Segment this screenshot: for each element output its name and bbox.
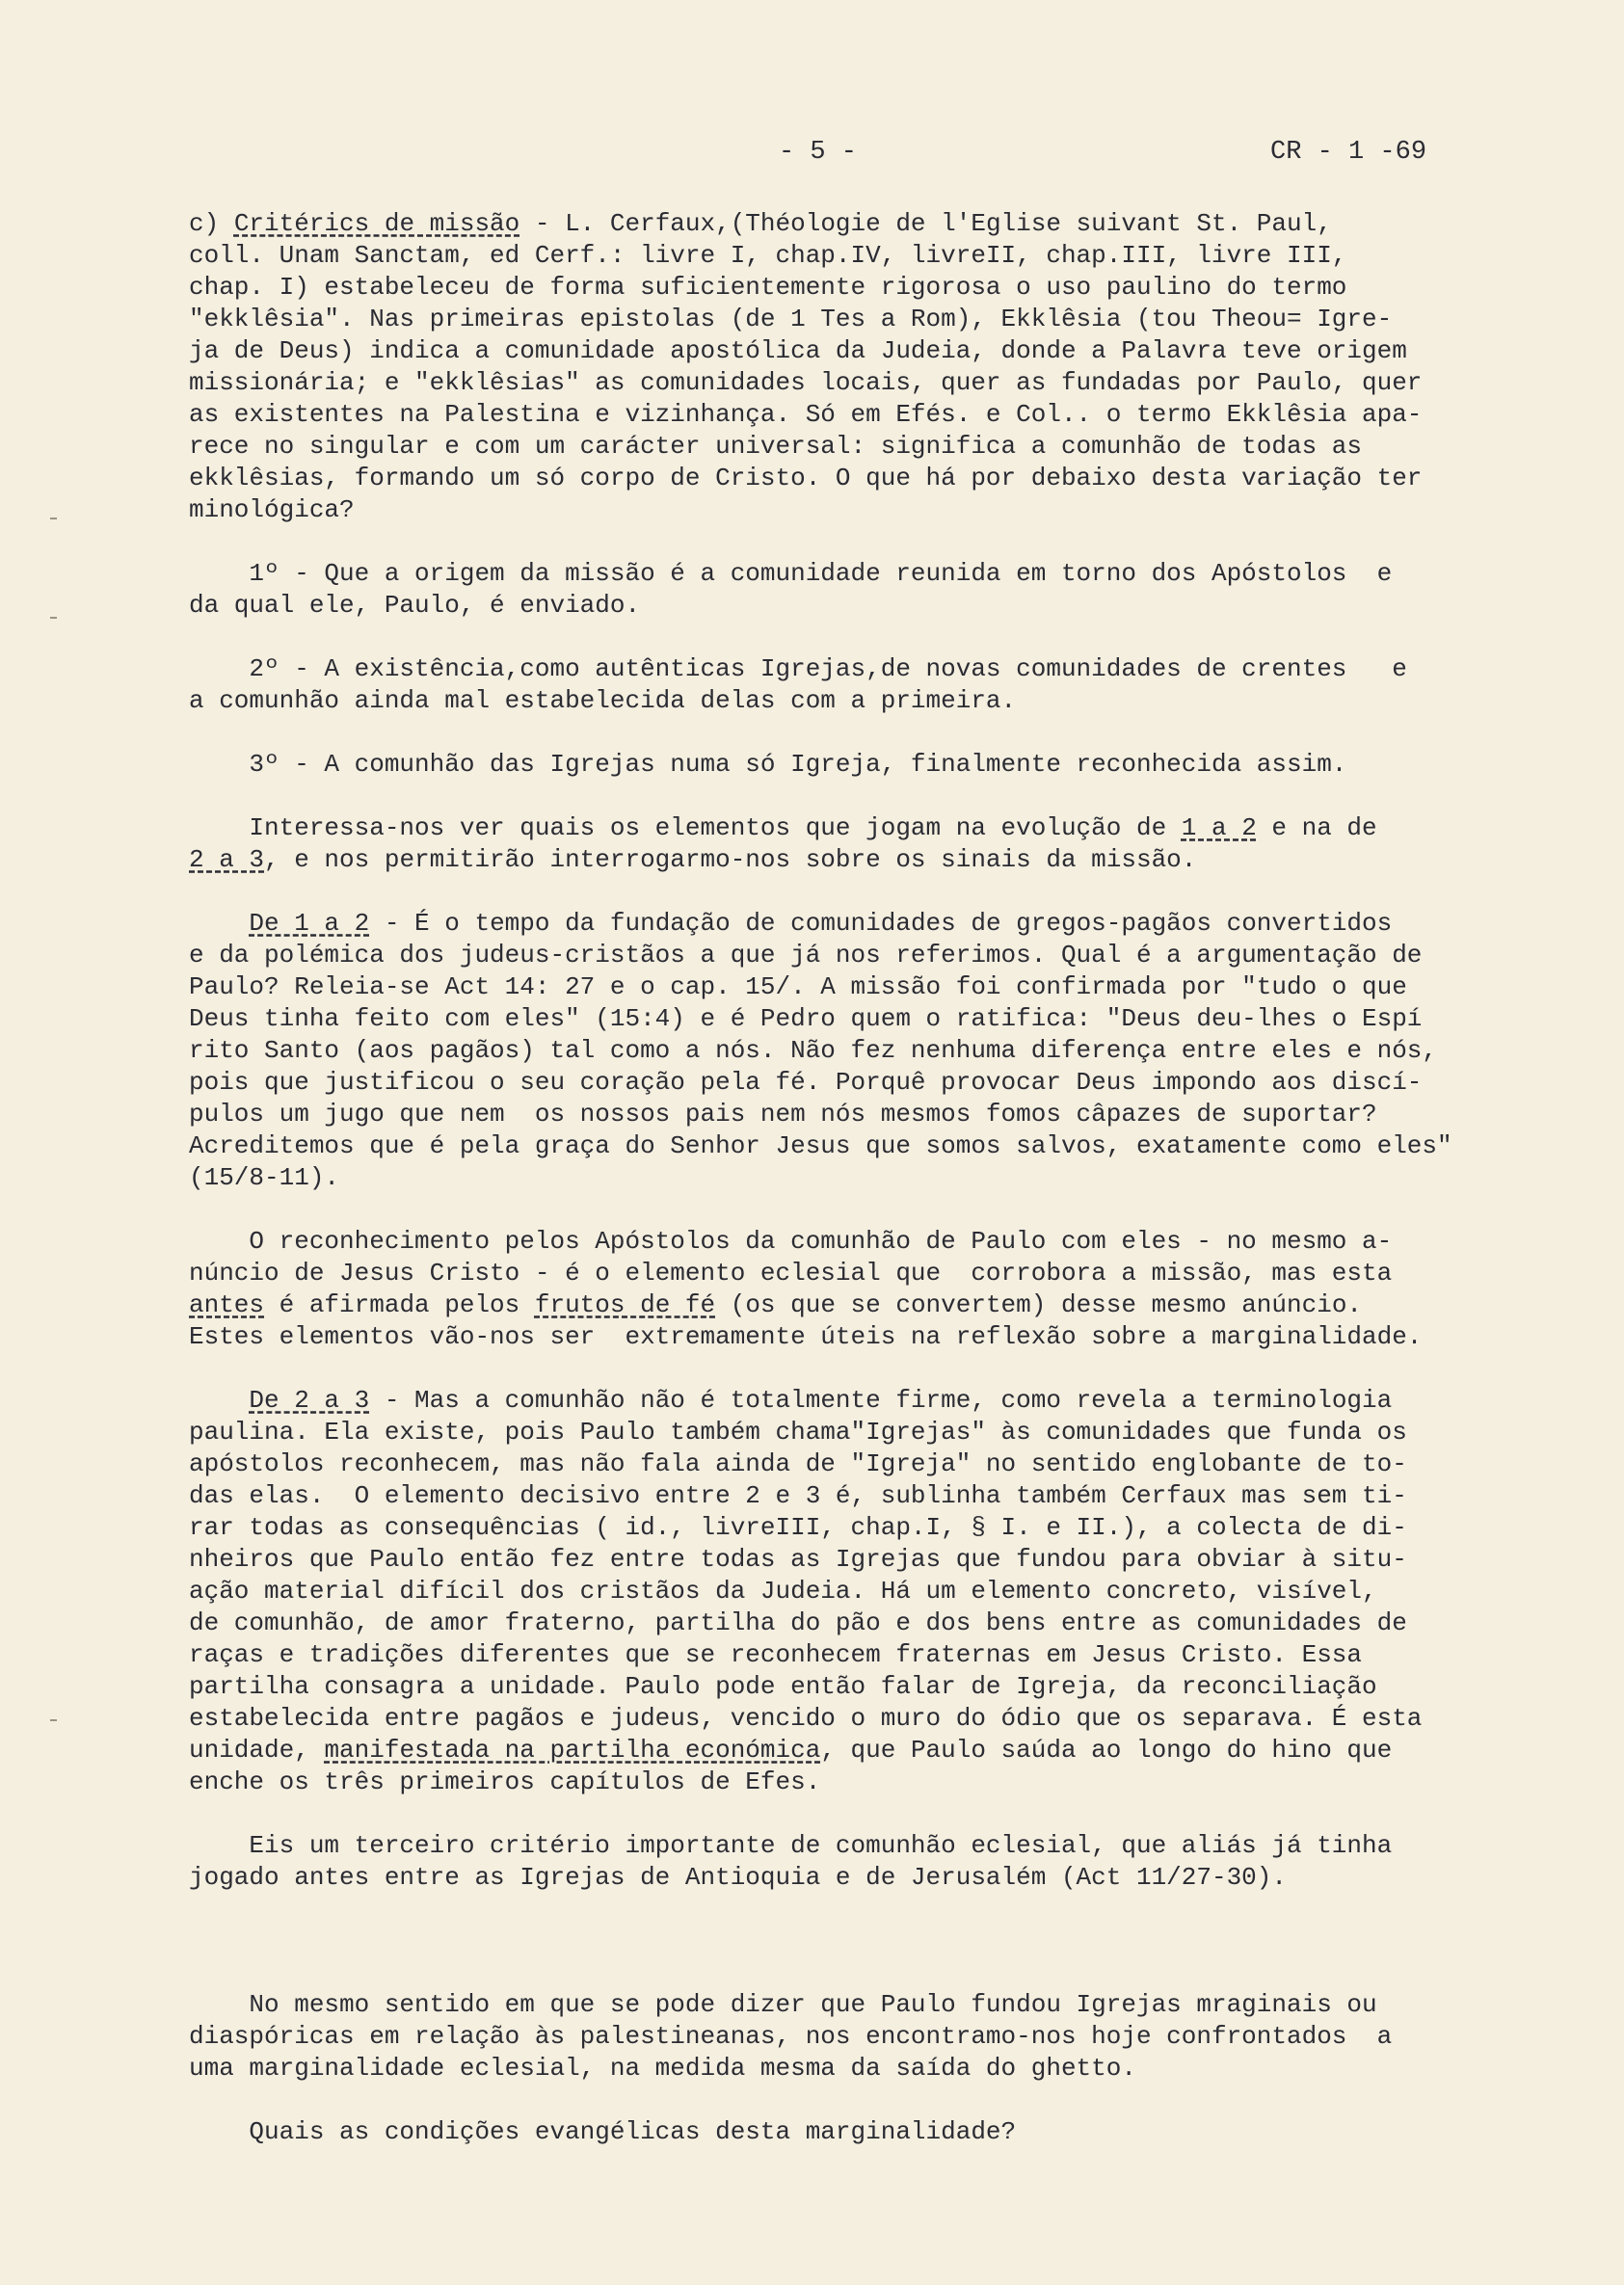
- text-run: , e nos permitirão interrogarmo-nos sobre os sinais da missão.: [264, 845, 1197, 874]
- text-line: ação material difícil dos cristãos da Judeia. Há um elemento concreto, visível,: [189, 1577, 1377, 1606]
- text-line: diaspóricas em relação às palestineanas, nos encontramo-nos hoje confrontados a: [189, 2022, 1393, 2051]
- text-line: chap. I) estabeleceu de forma suficientemente rigorosa o uso paulino do termo: [189, 273, 1347, 302]
- text-line: pulos um jugo que nem os nossos pais nem nós mesmos fomos câpazes de suportar?: [189, 1100, 1377, 1129]
- underlined-frutos-de-fe: frutos de fé: [534, 1290, 716, 1319]
- paragraph-criteria: [189, 208, 1557, 526]
- paragraph-reconhecimento: [189, 1226, 1557, 1353]
- text-line: pois que justificou o seu coração pela fé. Porquê provocar Deus impondo aos discí-: [189, 1068, 1423, 1097]
- text-run: (os que se convertem) desse mesmo anúncio.: [715, 1290, 1363, 1319]
- text-line: rito Santo (aos pagãos) tal como a nós. Não fez nenhuma diferença entre eles e nós,: [189, 1036, 1438, 1065]
- document-body: [189, 208, 1557, 2180]
- text-line: 2º - A existência,como autênticas Igrejas,de novas comunidades de crentes e: [189, 654, 1407, 683]
- paragraph-de-1-a-2: [189, 908, 1557, 1194]
- text-line: apóstolos reconhecem, mas não fala ainda de "Igreja" no sentido englobante de to-: [189, 1449, 1407, 1478]
- section-title-criterios: Critérics de missão: [233, 209, 520, 238]
- text-line: 1º - Que a origem da missão é a comunidade reunida em torno dos Apóstolos e: [189, 559, 1393, 588]
- underlined-range-1-2: 1 a 2: [1181, 813, 1257, 842]
- underlined-partilha-economica: manifestada na partilha económica: [324, 1736, 821, 1765]
- margin-mark: [50, 518, 57, 519]
- paragraph-point-1: [189, 558, 1557, 622]
- text-line: e da polémica dos judeus-cristãos a que já nos referimos. Qual é a argumentação de: [189, 941, 1423, 970]
- text-line: (15/8-11).: [189, 1163, 340, 1192]
- paragraph-mesmo-sentido: [189, 1989, 1557, 2085]
- paragraph-point-2: [189, 653, 1557, 717]
- section-title-de-1-a-2: De 1 a 2: [249, 909, 370, 938]
- text-line: rece no singular e com um carácter universal: significa a comunhão de todas as: [189, 432, 1362, 461]
- text-run: é afirmada pelos: [264, 1290, 535, 1319]
- text-line: jogado antes entre as Igrejas de Antioquia e de Jerusalém (Act 11/27-30).: [189, 1863, 1287, 1892]
- text-line: minológica?: [189, 495, 355, 524]
- page-header: [0, 137, 1624, 170]
- text-line: partilha consagra a unidade. Paulo pode então falar de Igreja, da reconciliação: [189, 1672, 1377, 1701]
- margin-mark: [50, 1719, 57, 1721]
- text-run: - É o tempo da fundação de comunidades de gregos-pagãos convertidos: [369, 909, 1393, 938]
- paragraph-de-2-a-3: [189, 1385, 1557, 1798]
- text-line: a comunhão ainda mal estabelecida delas com a primeira.: [189, 686, 1017, 715]
- text-line: missionária; e "ekklêsias" as comunidades locais, quer as fundadas por Paulo, quer: [189, 368, 1423, 397]
- text-run: - L. Cerfaux,(Théologie de l'Eglise suivant St. Paul,: [519, 209, 1332, 238]
- text-line: as existentes na Palestina e vizinhança. Só em Efés. e Col.. o termo Ekklêsia apa-: [189, 400, 1423, 429]
- text-line: de comunhão, de amor fraterno, partilha do pão e dos bens entre as comunidades de: [189, 1608, 1407, 1637]
- text-line: núncio de Jesus Cristo - é o elemento eclesial que corrobora a missão, mas esta: [189, 1259, 1393, 1288]
- paragraph-interessa: [189, 812, 1557, 876]
- text-line: paulina. Ela existe, pois Paulo também chama"Igrejas" às comunidades que funda os: [189, 1418, 1407, 1447]
- text-run: e na de: [1256, 813, 1377, 842]
- text-run: [189, 1386, 249, 1415]
- text-line: Quais as condições evangélicas desta marginalidade?: [189, 2117, 1017, 2146]
- section-title-de-2-a-3: De 2 a 3: [249, 1386, 370, 1415]
- text-run: - Mas a comunhão não é totalmente firme, como revela a terminologia: [369, 1386, 1393, 1415]
- text-line: Estes elementos vão-nos ser extremamente úteis na reflexão sobre a marginalidade.: [189, 1322, 1423, 1351]
- text-run: c): [189, 209, 234, 238]
- text-line: ja de Deus) indica a comunidade apostólica da Judeia, donde a Palavra teve origem: [189, 336, 1407, 365]
- underlined-range-2-3: 2 a 3: [189, 845, 265, 874]
- paragraph-terceiro-criterio: [189, 1830, 1557, 1894]
- text-line: da qual ele, Paulo, é enviado.: [189, 591, 641, 620]
- document-reference: CR - 1 -69: [1270, 138, 1427, 167]
- text-line: enche os três primeiros capítulos de Efes.: [189, 1767, 821, 1796]
- text-line: O reconhecimento pelos Apóstolos da comunhão de Paulo com eles - no mesmo a-: [189, 1227, 1393, 1256]
- text-line: raças e tradições diferentes que se reconhecem fraternas em Jesus Cristo. Essa: [189, 1640, 1362, 1669]
- text-line: ekklêsias, formando um só corpo de Cristo. O que há por debaixo desta variação ter: [189, 464, 1423, 492]
- text-line: No mesmo sentido em que se pode dizer que Paulo fundou Igrejas mraginais ou: [189, 1990, 1377, 2019]
- text-line: Acreditemos que é pela graça do Senhor Jesus que somos salvos, exatamente como eles": [189, 1131, 1452, 1160]
- text-line: das elas. O elemento decisivo entre 2 e 3 é, sublinha também Cerfaux mas sem ti-: [189, 1481, 1407, 1510]
- text-run: [189, 909, 249, 938]
- text-line: 3º - A comunhão das Igrejas numa só Igreja, finalmente reconhecida assim.: [189, 750, 1347, 779]
- text-run: unidade,: [189, 1736, 325, 1765]
- underlined-antes: antes: [189, 1290, 265, 1319]
- text-line: "ekklêsia". Nas primeiras epistolas (de 1 Tes a Rom), Ekklêsia (tou Theou= Igre-: [189, 305, 1393, 333]
- text-line: uma marginalidade eclesial, na medida mesma da saída do ghetto.: [189, 2054, 1136, 2083]
- text-run: , que Paulo saúda ao longo do hino que: [820, 1736, 1393, 1765]
- text-line: Deus tinha feito com eles" (15:4) e é Pedro quem o ratifica: "Deus deu-lhes o Espí: [189, 1004, 1423, 1033]
- paragraph-question: [189, 2116, 1557, 2148]
- text-line: rar todas as consequências ( id., livreIII, chap.I, § I. e II.), a colecta de di-: [189, 1513, 1407, 1542]
- page-number: - 5 -: [779, 138, 858, 167]
- margin-mark: [50, 617, 57, 619]
- text-line: estabelecida entre pagãos e judeus, vencido o muro do ódio que os separava. É esta: [189, 1704, 1423, 1733]
- paragraph-point-3: [189, 749, 1557, 781]
- text-line: nheiros que Paulo então fez entre todas as Igrejas que fundou para obviar à situ-: [189, 1545, 1407, 1574]
- text-line: coll. Unam Sanctam, ed Cerf.: livre I, chap.IV, livreII, chap.III, livre III,: [189, 241, 1347, 270]
- text-run: Interessa-nos ver quais os elementos que jogam na evolução de: [189, 813, 1182, 842]
- text-line: Eis um terceiro critério importante de comunhão eclesial, que aliás já tinha: [189, 1831, 1393, 1860]
- text-line: Paulo? Releia-se Act 14: 27 e o cap. 15/. A missão foi confirmada por "tudo o que: [189, 972, 1407, 1001]
